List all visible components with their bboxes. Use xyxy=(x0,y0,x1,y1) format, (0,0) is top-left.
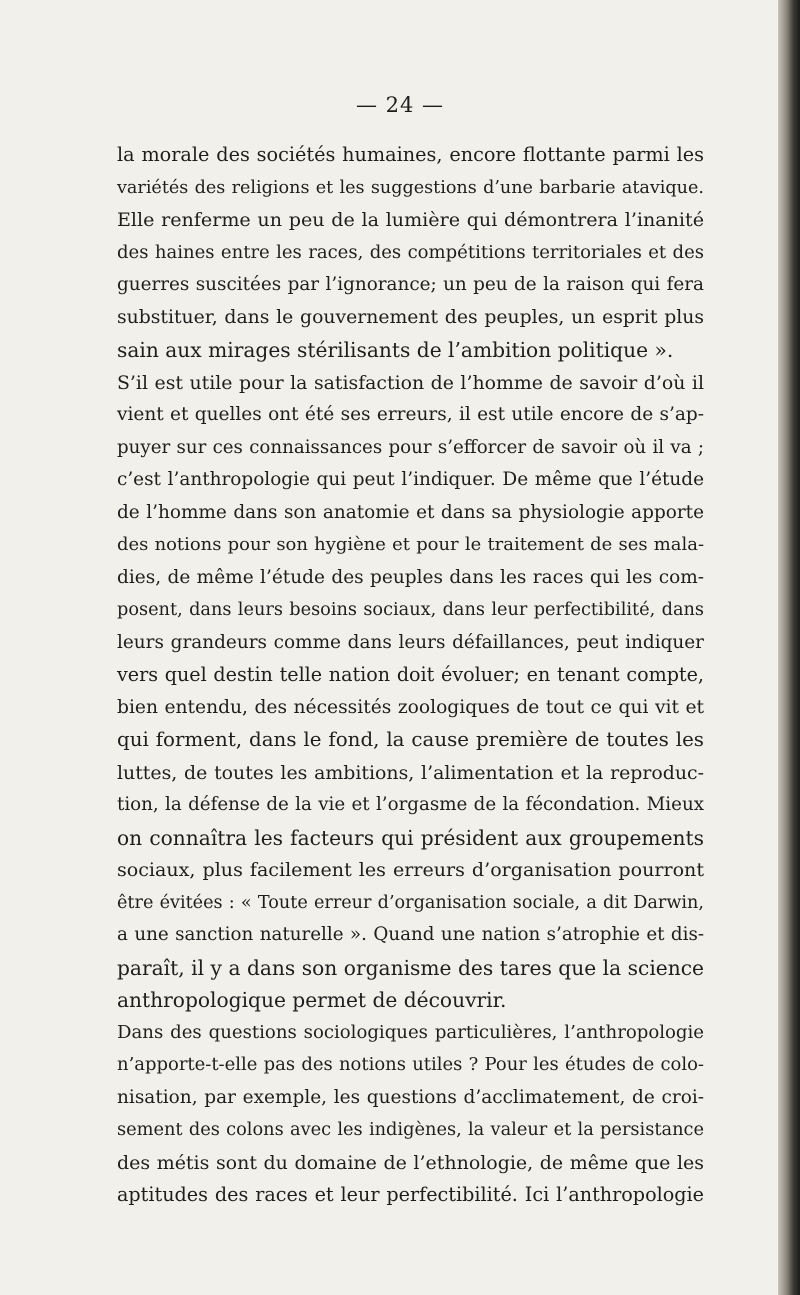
text-line: tion, la défense de la vie et l’orgasme de la fécondation. Mieux xyxy=(117,794,704,815)
text-line: Dans des questions sociologiques particulières, l’anthropologie xyxy=(117,1021,704,1043)
text-line: puyer sur ces connaissances pour s’efforcer de savoir où il va ; xyxy=(117,436,704,458)
text-line: on connaîtra les facteurs qui président aux groupements xyxy=(117,825,704,850)
page-number: — 24 — xyxy=(355,93,445,117)
text-line: de l’homme dans son anatomie et dans sa physiologie apporte xyxy=(117,501,704,523)
page-edge-shadow xyxy=(778,0,800,1295)
text-line: leurs grandeurs comme dans leurs défaillances, peut indiquer xyxy=(117,631,704,653)
text-line: n’apporte-t-elle pas des notions utiles ? Pour les études de colo- xyxy=(117,1054,704,1075)
text-line: qui forment, dans le fond, la cause première de toutes les xyxy=(117,728,704,751)
text-line: des haines entre les races, des compétitions territoriales et des xyxy=(117,241,704,263)
text-line: substituer, dans le gouvernement des peuples, un esprit plus xyxy=(117,306,704,328)
text-line: des notions pour son hygiène et pour le traitement de ses mala- xyxy=(117,534,704,555)
text-line: sociaux, plus facilement les erreurs d’organisation pourront xyxy=(117,859,704,881)
text-line: des métis sont du domaine de l’ethnologie, de même que les xyxy=(117,1151,704,1174)
text-line: vient et quelles ont été ses erreurs, il est utile encore de s’ap- xyxy=(117,404,704,425)
text-line: a une sanction naturelle ». Quand une nation s’atrophie et dis- xyxy=(117,924,704,945)
text-line: sement des colons avec les indigènes, la valeur et la persistance xyxy=(117,1119,704,1140)
text-line: vers quel destin telle nation doit évoluer; en tenant compte, xyxy=(117,663,704,686)
text-line: luttes, de toutes les ambitions, l’alimentation et la reproduc- xyxy=(117,761,704,784)
text-line: dies, de même l’étude des peuples dans les races qui les com- xyxy=(117,566,704,588)
text-line: aptitudes des races et leur perfectibilité. Ici l’anthropologie xyxy=(117,1183,704,1206)
text-line: bien entendu, des nécessités zoologiques de tout ce qui vit et xyxy=(117,696,704,718)
text-line: guerres suscitées par l’ignorance; un peu de la raison qui fera xyxy=(117,274,704,295)
text-line: paraît, il y a dans son organisme des tares que la science xyxy=(117,955,704,980)
text-line: Elle renferme un peu de la lumière qui démontrera l’inanité xyxy=(117,208,704,231)
text-line: posent, dans leurs besoins sociaux, dans leur perfectibilité, dans xyxy=(117,600,704,620)
body-text xyxy=(117,139,704,1212)
text-line: c’est l’anthropologie qui peut l’indiquer. De même que l’étude xyxy=(117,469,704,490)
text-line: S’il est utile pour la satisfaction de l’homme de savoir d’où il xyxy=(117,371,704,394)
text-line: anthropologique permet de découvrir. xyxy=(117,988,507,1012)
text-line: sain aux mirages stérilisants de l’ambition politique ». xyxy=(117,338,674,362)
text-line: être évitées : « Toute erreur d’organisation sociale, a dit Darwin, xyxy=(117,892,704,913)
text-line: la morale des sociétés humaines, encore flottante parmi les xyxy=(117,143,704,166)
text-line: variétés des religions et les suggestions d’une barbarie atavique. xyxy=(117,177,704,198)
text-line: nisation, par exemple, les questions d’acclimatement, de croi- xyxy=(117,1086,704,1108)
